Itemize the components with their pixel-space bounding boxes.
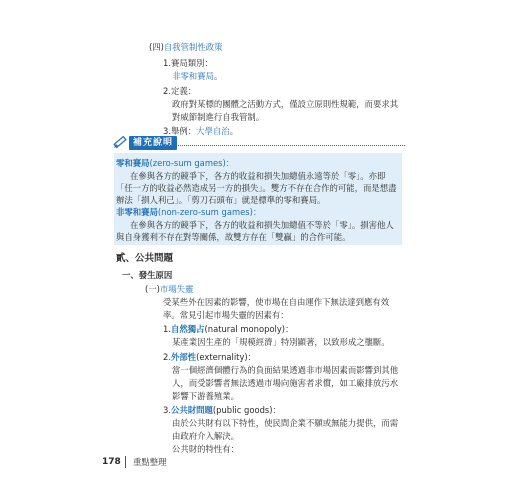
point-2-line-3: 影響下游養殖業。 [172, 391, 239, 401]
item-1-value [172, 70, 222, 83]
point-2-heading [163, 351, 256, 364]
zero-sum-line-1: 在參與各方的競爭下，各方的收益和損失加總值永遠等於「零」。亦即 [130, 171, 386, 181]
point-3-line-2: 由政府介入解決。 [172, 431, 239, 441]
zero-sum-english: (zero-sum games)： [149, 158, 235, 168]
item-2-label: 2.定義： [163, 86, 197, 96]
part-heading: 貳、公共問題 [116, 253, 174, 264]
point-1-heading [163, 323, 293, 336]
subsection-heading: 一、發生原因 [122, 270, 173, 280]
non-zero-sum-heading [116, 206, 261, 219]
point-3-line-3: 公共財的特性有： [172, 444, 239, 454]
point-1-term: 自然獨占 [171, 324, 205, 334]
non-zero-sum-line-1: 在參與各方的競爭下，各方的收益和損失加總值不等於「零」。損害他人 [130, 220, 394, 230]
point-1-number: 1. [163, 324, 171, 334]
zero-sum-term: 零和賽局 [116, 158, 150, 168]
non-zero-sum-line-2: 與自身獲利不存在對等關係，故雙方存在「雙贏」的合作可能。 [116, 232, 351, 242]
supplement-title: 補充說明 [129, 136, 177, 150]
footer-text: 重點整理 [133, 457, 167, 467]
point-3-english: (public goods)： [212, 405, 281, 415]
point-2-english: (externality)： [196, 352, 257, 362]
zero-sum-line-2: 「任一方的收益必然造成另一方的損失」。雙方不存在合作的可能，而是想盡 [116, 183, 397, 193]
footer-divider [125, 456, 126, 468]
subsection-a-heading [145, 283, 193, 296]
subsection-a-title: 市場失靈 [159, 284, 194, 294]
intro-line-1: 受某些外在因素的影響，使市場在自由運作下無法達到應有效 [163, 297, 390, 307]
point-1-english: (natural monopoly)： [204, 324, 294, 334]
dotted-divider [160, 145, 405, 146]
item-1-term: 非零和賽局 [172, 71, 214, 81]
intro-line-2: 率。常見引起市場失靈的因素有： [163, 310, 289, 320]
point-3-term: 公共財問題 [171, 405, 213, 415]
item-3-tail: 。 [229, 126, 238, 136]
point-3-line-1: 由於公共財有以下特性，使民間企業不願或無能力提供，而需 [172, 418, 399, 428]
point-2-line-2: 人，而受影響者無法透過市場向施害者求償，如工廠排放污水 [172, 378, 399, 388]
non-zero-sum-english: (non-zero-sum games)： [157, 207, 262, 217]
zero-sum-heading [116, 157, 234, 170]
item-1-label: 1.賽局類別： [163, 58, 213, 68]
subsection-a-number: (一) [145, 284, 160, 294]
non-zero-sum-term: 非零和賽局 [116, 207, 158, 217]
item-2-line-2: 對威節制進行自我管制。 [172, 112, 265, 122]
item-3-label: 3.舉例： [163, 126, 197, 136]
item-2-line-1: 政府對某標的團體之活動方式，僅設立原則性規範，而要求其 [172, 99, 399, 109]
section-title: 自我管制性政策 [163, 42, 223, 52]
point-2-line-1: 當一個經濟個體行為的負面結果透過非市場因素而影響到其他 [172, 365, 399, 375]
point-2-number: 2. [163, 352, 171, 362]
page-number: 178 [102, 457, 121, 467]
point-3-number: 3. [163, 405, 171, 415]
section-number: (四) [149, 42, 164, 52]
section-heading [149, 41, 223, 54]
point-2-term: 外部性 [171, 352, 197, 362]
pencil-icon [112, 132, 130, 150]
item-1-tail: 。 [213, 71, 223, 81]
point-3-heading [163, 404, 281, 417]
zero-sum-line-3: 辦法「損人利己」。「剪刀石頭布」就是標準的零和賽局。 [116, 195, 326, 205]
item-3-term: 大學自治 [196, 126, 230, 136]
point-1-body: 某產業因生產的「規模經濟」特別顯著，以致形成之壟斷。 [172, 337, 390, 347]
